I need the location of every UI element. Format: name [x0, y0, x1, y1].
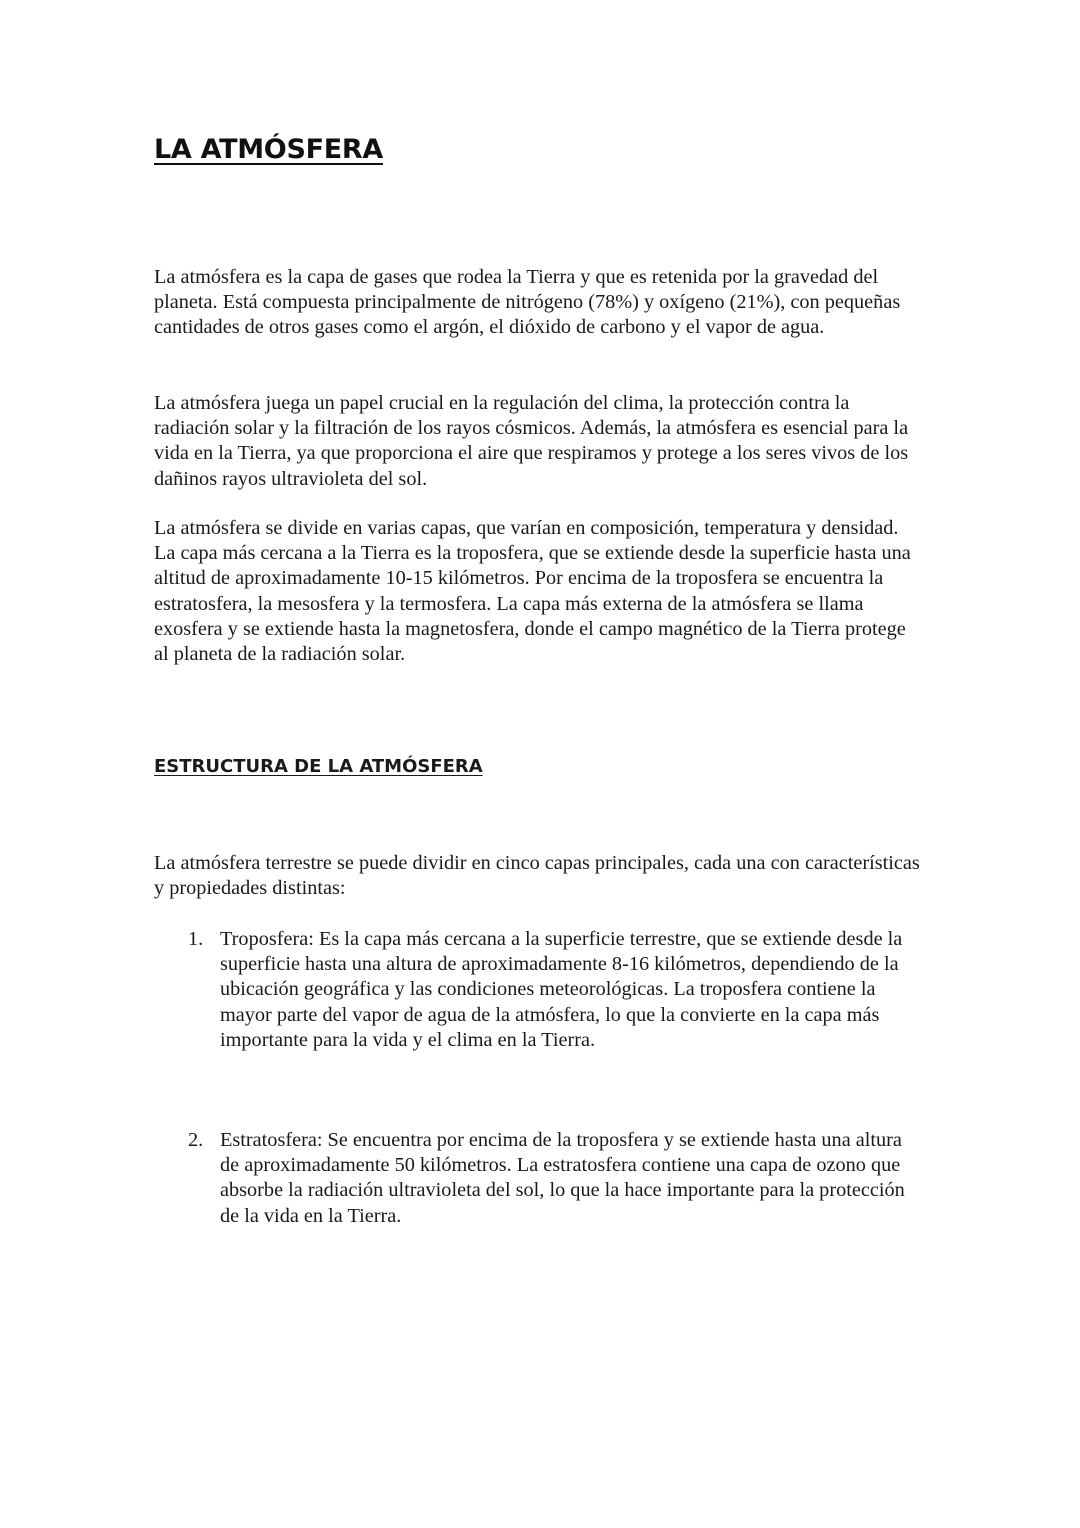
section-intro: La atmósfera terrestre se puede dividir en cinco capas principales, cada una con características y propiedades distintas:: [154, 852, 920, 900]
page-title: LA ATMÓSFERA: [154, 134, 383, 165]
list-number: 1.: [188, 928, 204, 950]
importance-paragraph: La atmósfera juega un papel crucial en la regulación del clima, la protección contra la radiación solar y la filtración de los rayos cósmicos. Además, la atmósfera es esencial para la vida en la Tierra, ya que proporciona el aire que respiramos y protege a los seres vivos de los dañinos rayos ultravioleta del sol.: [154, 392, 909, 490]
section-heading: ESTRUCTURA DE LA ATMÓSFERA: [154, 756, 483, 777]
layers-paragraph: La atmósfera se divide en varias capas, que varían en composición, temperatura y densidad. La capa más cercana a la Tierra es la troposfera, que se extiende desde la superficie hasta una altitud de aproximadamente 10-15 kilómetros. Por encima de la troposfera se encuentra la estratosfera, la mesosfera y la termosfera. La capa más externa de la atmósfera se llama exosfera y se extiende hasta la magnetosfera, donde el campo magnético de la Tierra protege al planeta de la radiación solar.: [154, 517, 911, 666]
list-item-text: Estratosfera: Se encuentra por encima de la troposfera y se extiende hasta una altura de aproximadamente 50 kilómetros. La estratosfera contiene una capa de ozono que absorbe la radiación ultravioleta del sol, lo que la hace importante para la protección de la vida en la Tierra.: [220, 1129, 905, 1227]
intro-paragraph: La atmósfera es la capa de gases que rodea la Tierra y que es retenida por la gravedad del planeta. Está compuesta principalmente de nitrógeno (78%) y oxígeno (21%), con pequeñas cantidades de otros gases como el argón, el dióxido de carbono y el vapor de agua.: [154, 266, 901, 339]
list-number: 2.: [188, 1129, 204, 1151]
list-item-text: Troposfera: Es la capa más cercana a la superficie terrestre, que se extiende desde la superficie hasta una altura de aproximadamente 8-16 kilómetros, dependiendo de la ubicación geográfica y las condiciones meteorológicas. La troposfera contiene la mayor parte del vapor de agua de la atmósfera, lo que la convierte en la capa más importante para la vida y el clima en la Tierra.: [220, 928, 903, 1051]
